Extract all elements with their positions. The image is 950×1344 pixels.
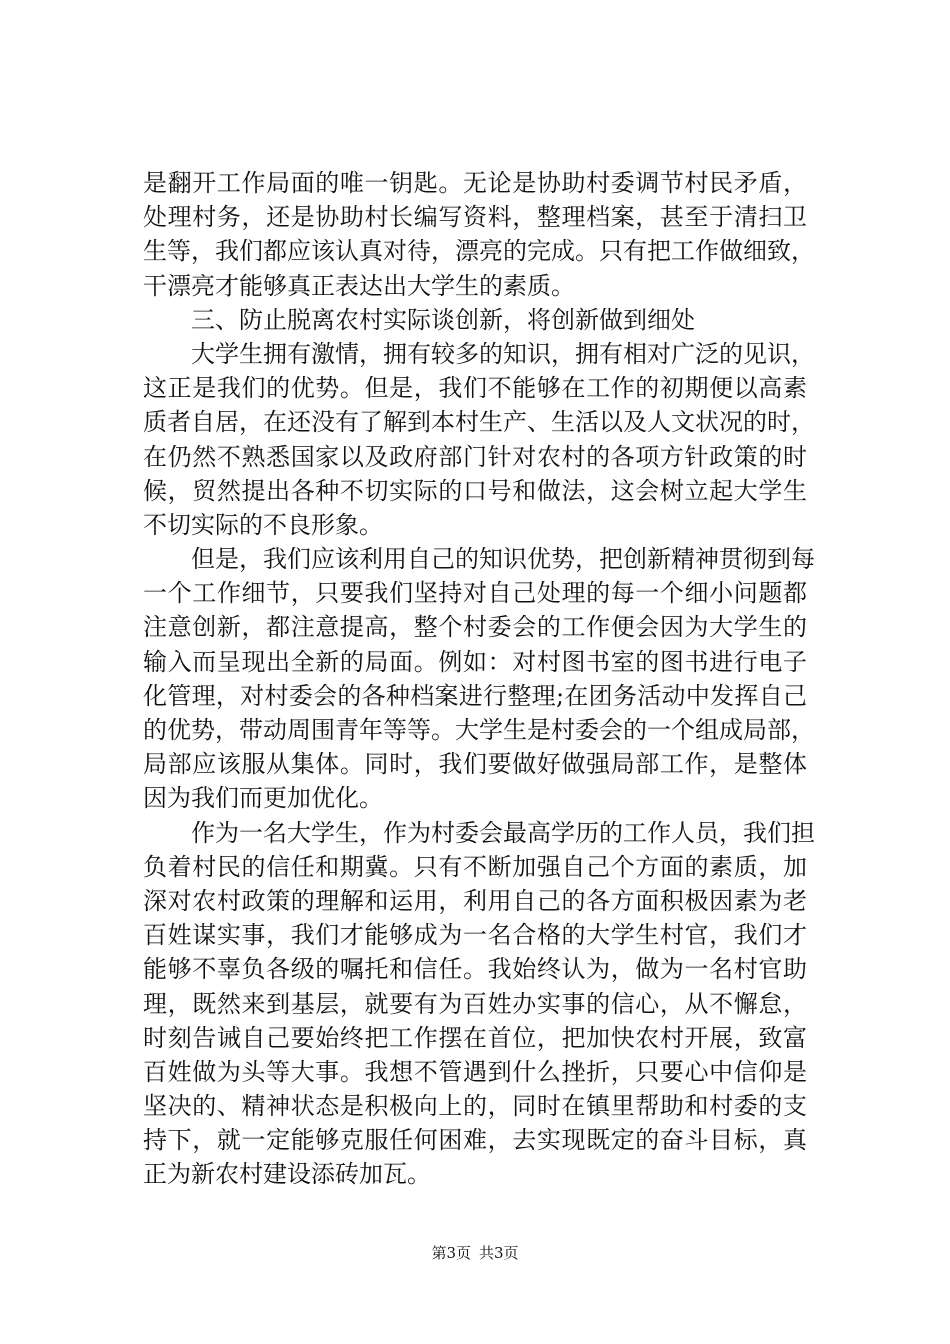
text-line: 大学生拥有激情，拥有较多的知识，拥有相对广泛的见识， — [191, 339, 815, 368]
text-line: 是翻开工作局面的唯一钥匙。无论是协助村委调节村民矛盾， — [143, 169, 807, 197]
text-line: 处理村务，还是协助村长编写资料，整理档案，甚至于清扫卫 — [143, 203, 807, 232]
text-line: 局部应该服从集体。同时，我们要做好做强局部工作，是整体 — [143, 750, 807, 779]
text-line: 负着村民的信任和期冀。只有不断加强自己个方面的素质，加 — [143, 852, 807, 881]
text-line: 化管理，对村委会的各种档案进行整理;在团务活动中发挥自己 — [143, 681, 807, 710]
text-line: 这正是我们的优势。但是，我们不能够在工作的初期便以高素 — [143, 374, 807, 403]
text-line: 正为新农村建设添砖加瓦。 — [143, 1160, 431, 1189]
text-line: 质者自居，在还没有了解到本村生产、生活以及人文状况的时， — [143, 408, 815, 437]
text-line: 百姓谋实事，我们才能够成为一名合格的大学生村官，我们才 — [143, 921, 807, 950]
text-line: 在仍然不熟悉国家以及政府部门针对农村的各项方针政策的时 — [143, 442, 807, 471]
text-line: 理，既然来到基层，就要有为百姓办实事的信心，从不懈怠， — [143, 989, 807, 1018]
page-footer — [0, 1243, 950, 1263]
section-heading: 三、防止脱离农村实际谈创新，将创新做到细处 — [191, 305, 695, 334]
body-text — [143, 166, 815, 1192]
text-line: 时刻告诫自己要始终把工作摆在首位，把加快农村开展，致富 — [143, 1023, 807, 1052]
text-line: 的优势，带动周围青年等等。大学生是村委会的一个组成局部， — [143, 716, 815, 744]
text-line: 候，贸然提出各种不切实际的口号和做法，这会树立起大学生 — [143, 476, 807, 505]
text-line: 一个工作细节，只要我们坚持对自己处理的每一个细小问题都 — [143, 579, 807, 608]
page-number: 第3页 — [431, 1244, 471, 1262]
text-line: 作为一名大学生，作为村委会最高学历的工作人员，我们担 — [191, 818, 815, 847]
text-line: 能够不辜负各级的嘱托和信任。我始终认为，做为一名村官助 — [143, 955, 807, 984]
text-line: 深对农村政策的理解和运用，利用自己的各方面积极因素为老 — [143, 886, 807, 915]
page-total: 共3页 — [479, 1244, 519, 1262]
text-line: 输入而呈现出全新的局面。例如：对村图书室的图书进行电子 — [143, 647, 807, 676]
text-line: 生等，我们都应该认真对待，漂亮的完成。只有把工作做细致， — [143, 237, 815, 266]
text-line: 坚决的、精神状态是积极向上的，同时在镇里帮助和村委的支 — [143, 1092, 807, 1121]
text-line: 不切实际的不良形象。 — [143, 510, 383, 539]
text-line: 注意创新，都注意提高，整个村委会的工作便会因为大学生的 — [143, 613, 807, 642]
text-line: 持下，就一定能够克服任何困难，去实现既定的奋斗目标，真 — [143, 1126, 807, 1155]
text-line: 但是，我们应该利用自己的知识优势，把创新精神贯彻到每 — [191, 545, 815, 574]
text-line: 干漂亮才能够真正表达出大学生的素质。 — [143, 271, 575, 300]
text-line: 百姓做为头等大事。我想不管遇到什么挫折，只要心中信仰是 — [143, 1057, 807, 1086]
text-line: 因为我们而更加优化。 — [143, 784, 383, 813]
